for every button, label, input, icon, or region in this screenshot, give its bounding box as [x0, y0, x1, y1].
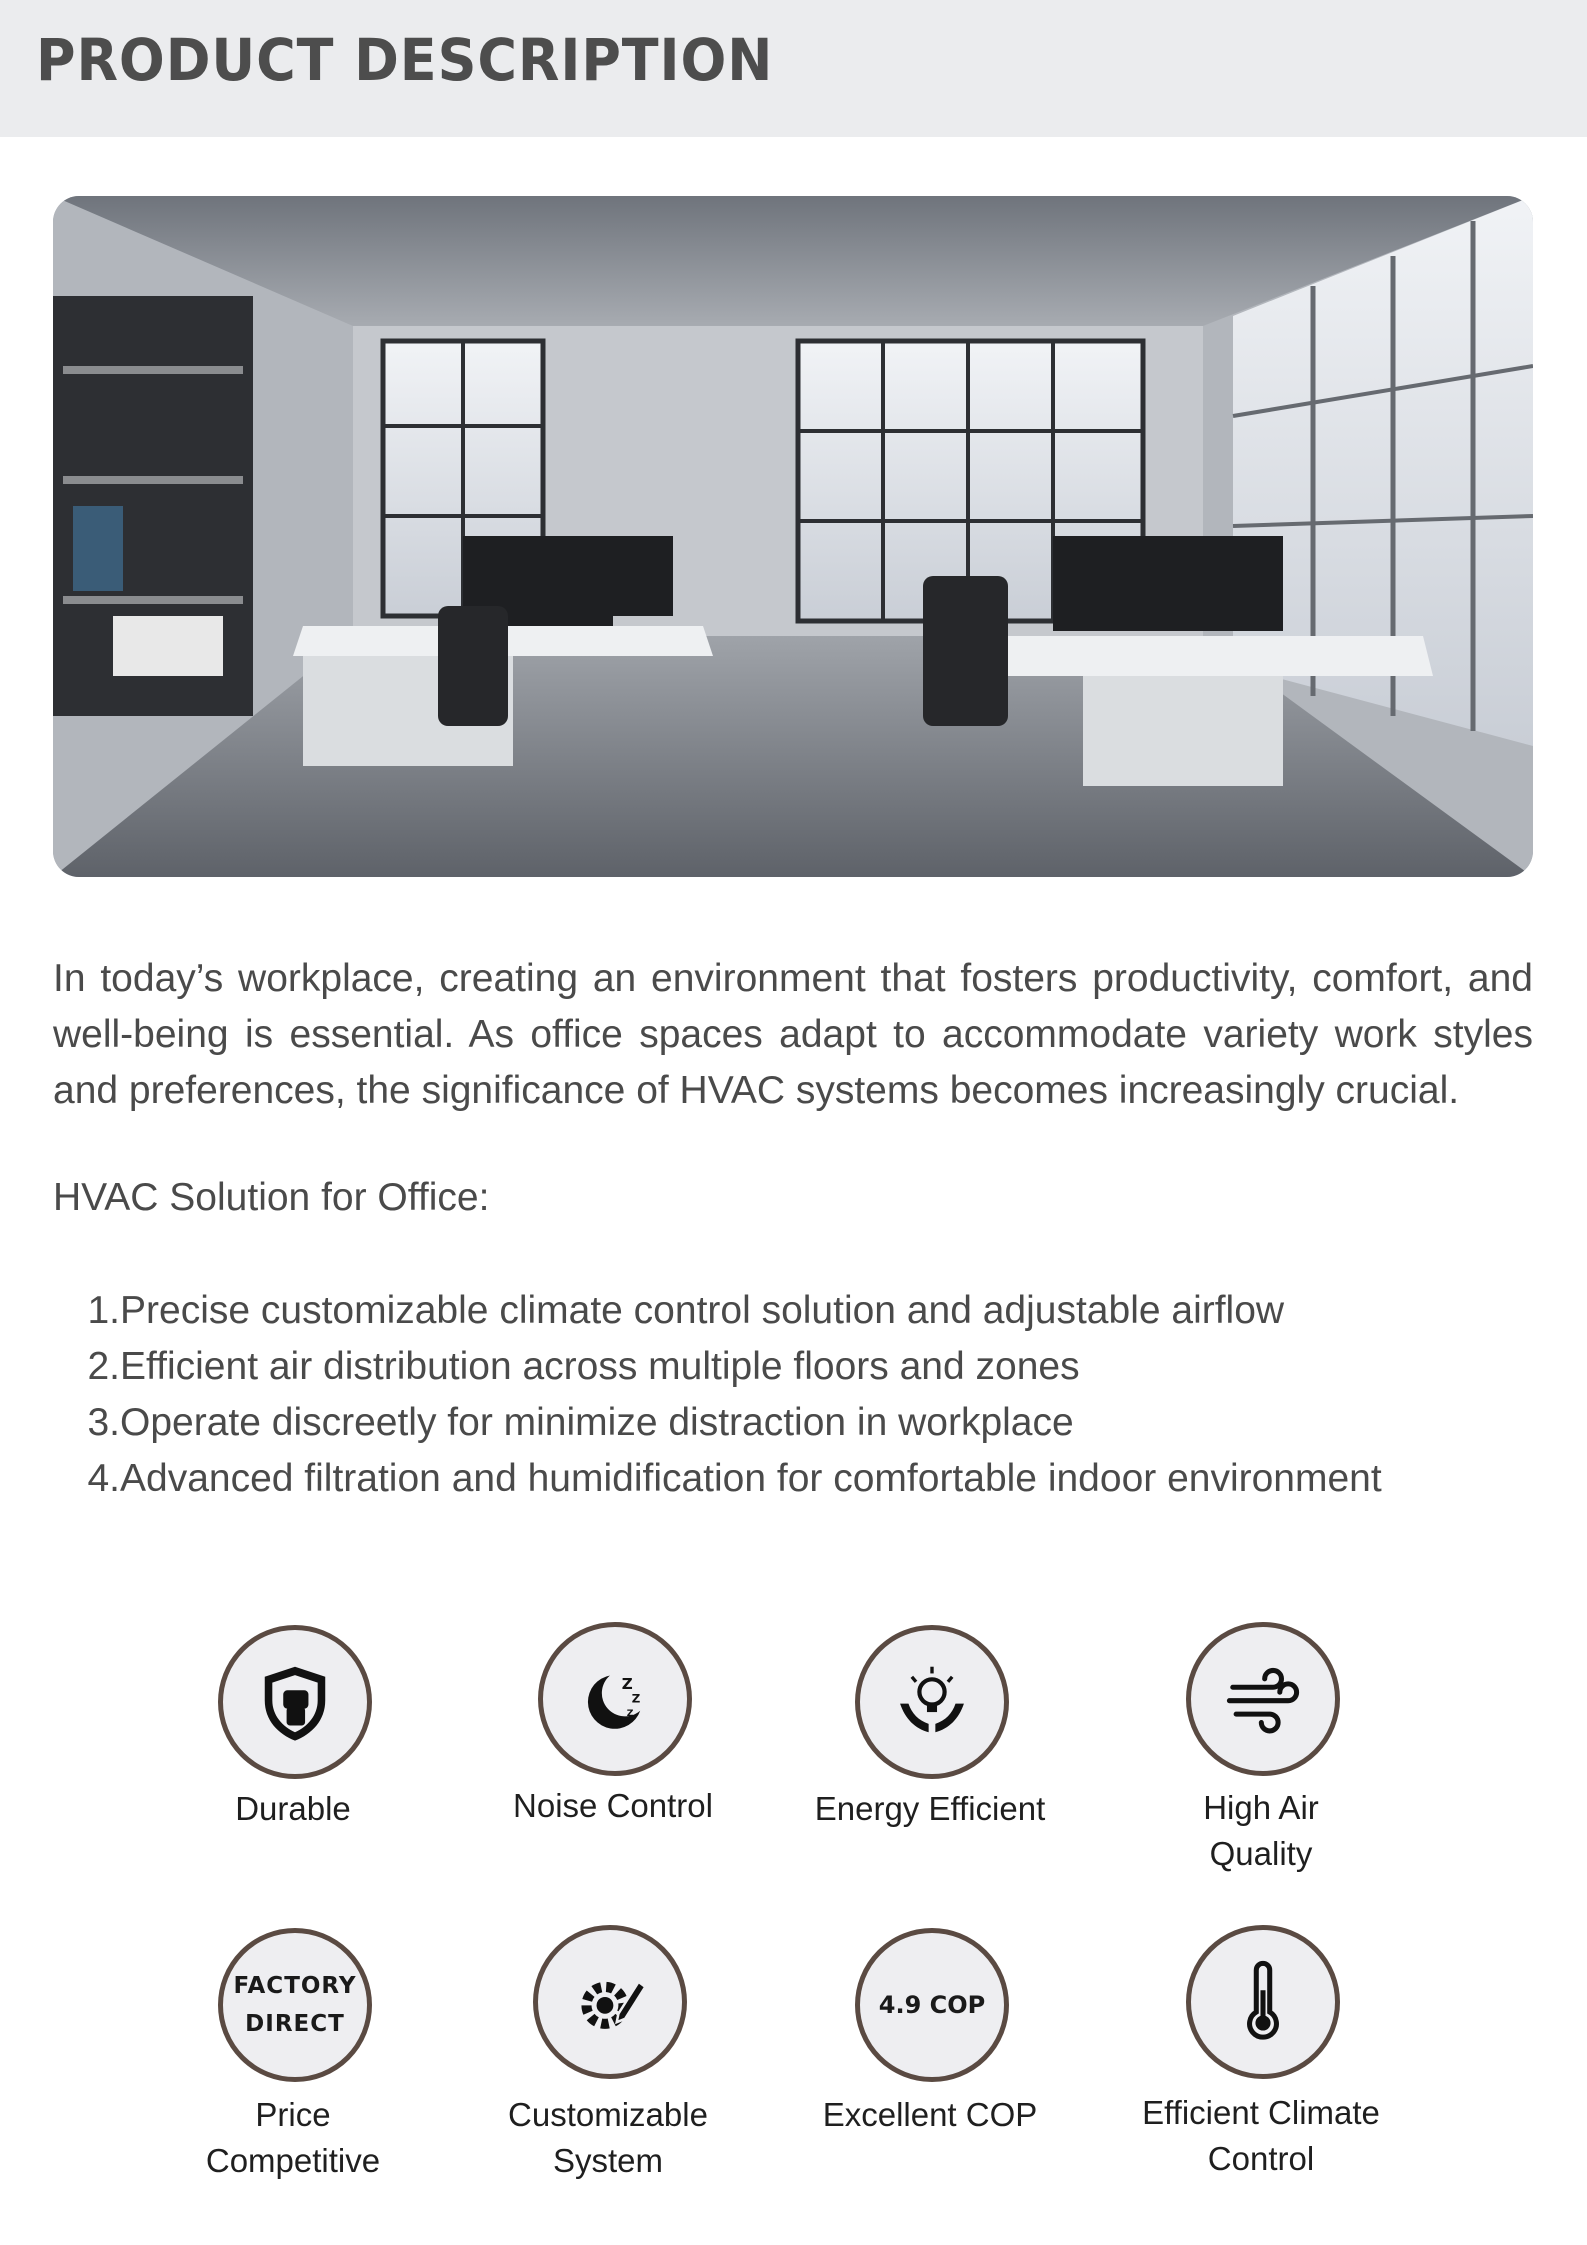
solution-list	[53, 1283, 1382, 1507]
shield-fist-icon	[218, 1625, 372, 1779]
thermometer-icon	[1186, 1925, 1340, 2079]
svg-text:Z: Z	[626, 1707, 634, 1719]
svg-text:Z: Z	[631, 1691, 641, 1706]
feature-label: Noise Control	[513, 1787, 713, 1824]
list-item: 3. Operate discreetly for minimize distraction in workplace	[87, 1401, 1074, 1444]
factory-direct-badge: FACTORY DIRECT	[218, 1928, 372, 2082]
cop-badge: 4.9 COP	[855, 1928, 1009, 2082]
office-photo	[53, 196, 1533, 877]
gear-pencil-icon	[533, 1925, 687, 2079]
feature-label: Excellent COP	[822, 2096, 1038, 2133]
page-header	[0, 0, 1587, 137]
list-item: 1. Precise customizable climate control solution and adjustable airflow	[87, 1289, 1285, 1332]
feature-label: Efficient Climate Control	[1142, 2094, 1380, 2177]
list-item: 4. Advanced filtration and humidification for comfortable indoor environment	[87, 1457, 1382, 1500]
feature-label: Customizable System	[508, 2096, 708, 2179]
solution-title: HVAC Solution for Office:	[53, 1176, 490, 1219]
feature-label: Price Competitive	[205, 2096, 381, 2179]
feature-label: Energy Efficient	[814, 1790, 1046, 1827]
hands-bulb-icon	[855, 1625, 1009, 1779]
feature-label: High Air Quality	[1203, 1789, 1319, 1872]
feature-label: Durable	[235, 1790, 351, 1827]
wind-icon	[1186, 1622, 1340, 1776]
moon-sleep-icon	[538, 1622, 692, 1776]
page-title: PRODUCT DESCRIPTION	[36, 26, 774, 94]
svg-text:Z: Z	[621, 1674, 633, 1693]
intro-paragraph: In today’s workplace, creating an environment that fosters productivity, comfort, and well-being is essential. As office spaces adapt to accommodate variety work styles and preferences, the significance of HVAC systems becomes increasingly crucial.	[53, 957, 1533, 1112]
list-item: 2. Efficient air distribution across multiple floors and zones	[87, 1345, 1080, 1388]
